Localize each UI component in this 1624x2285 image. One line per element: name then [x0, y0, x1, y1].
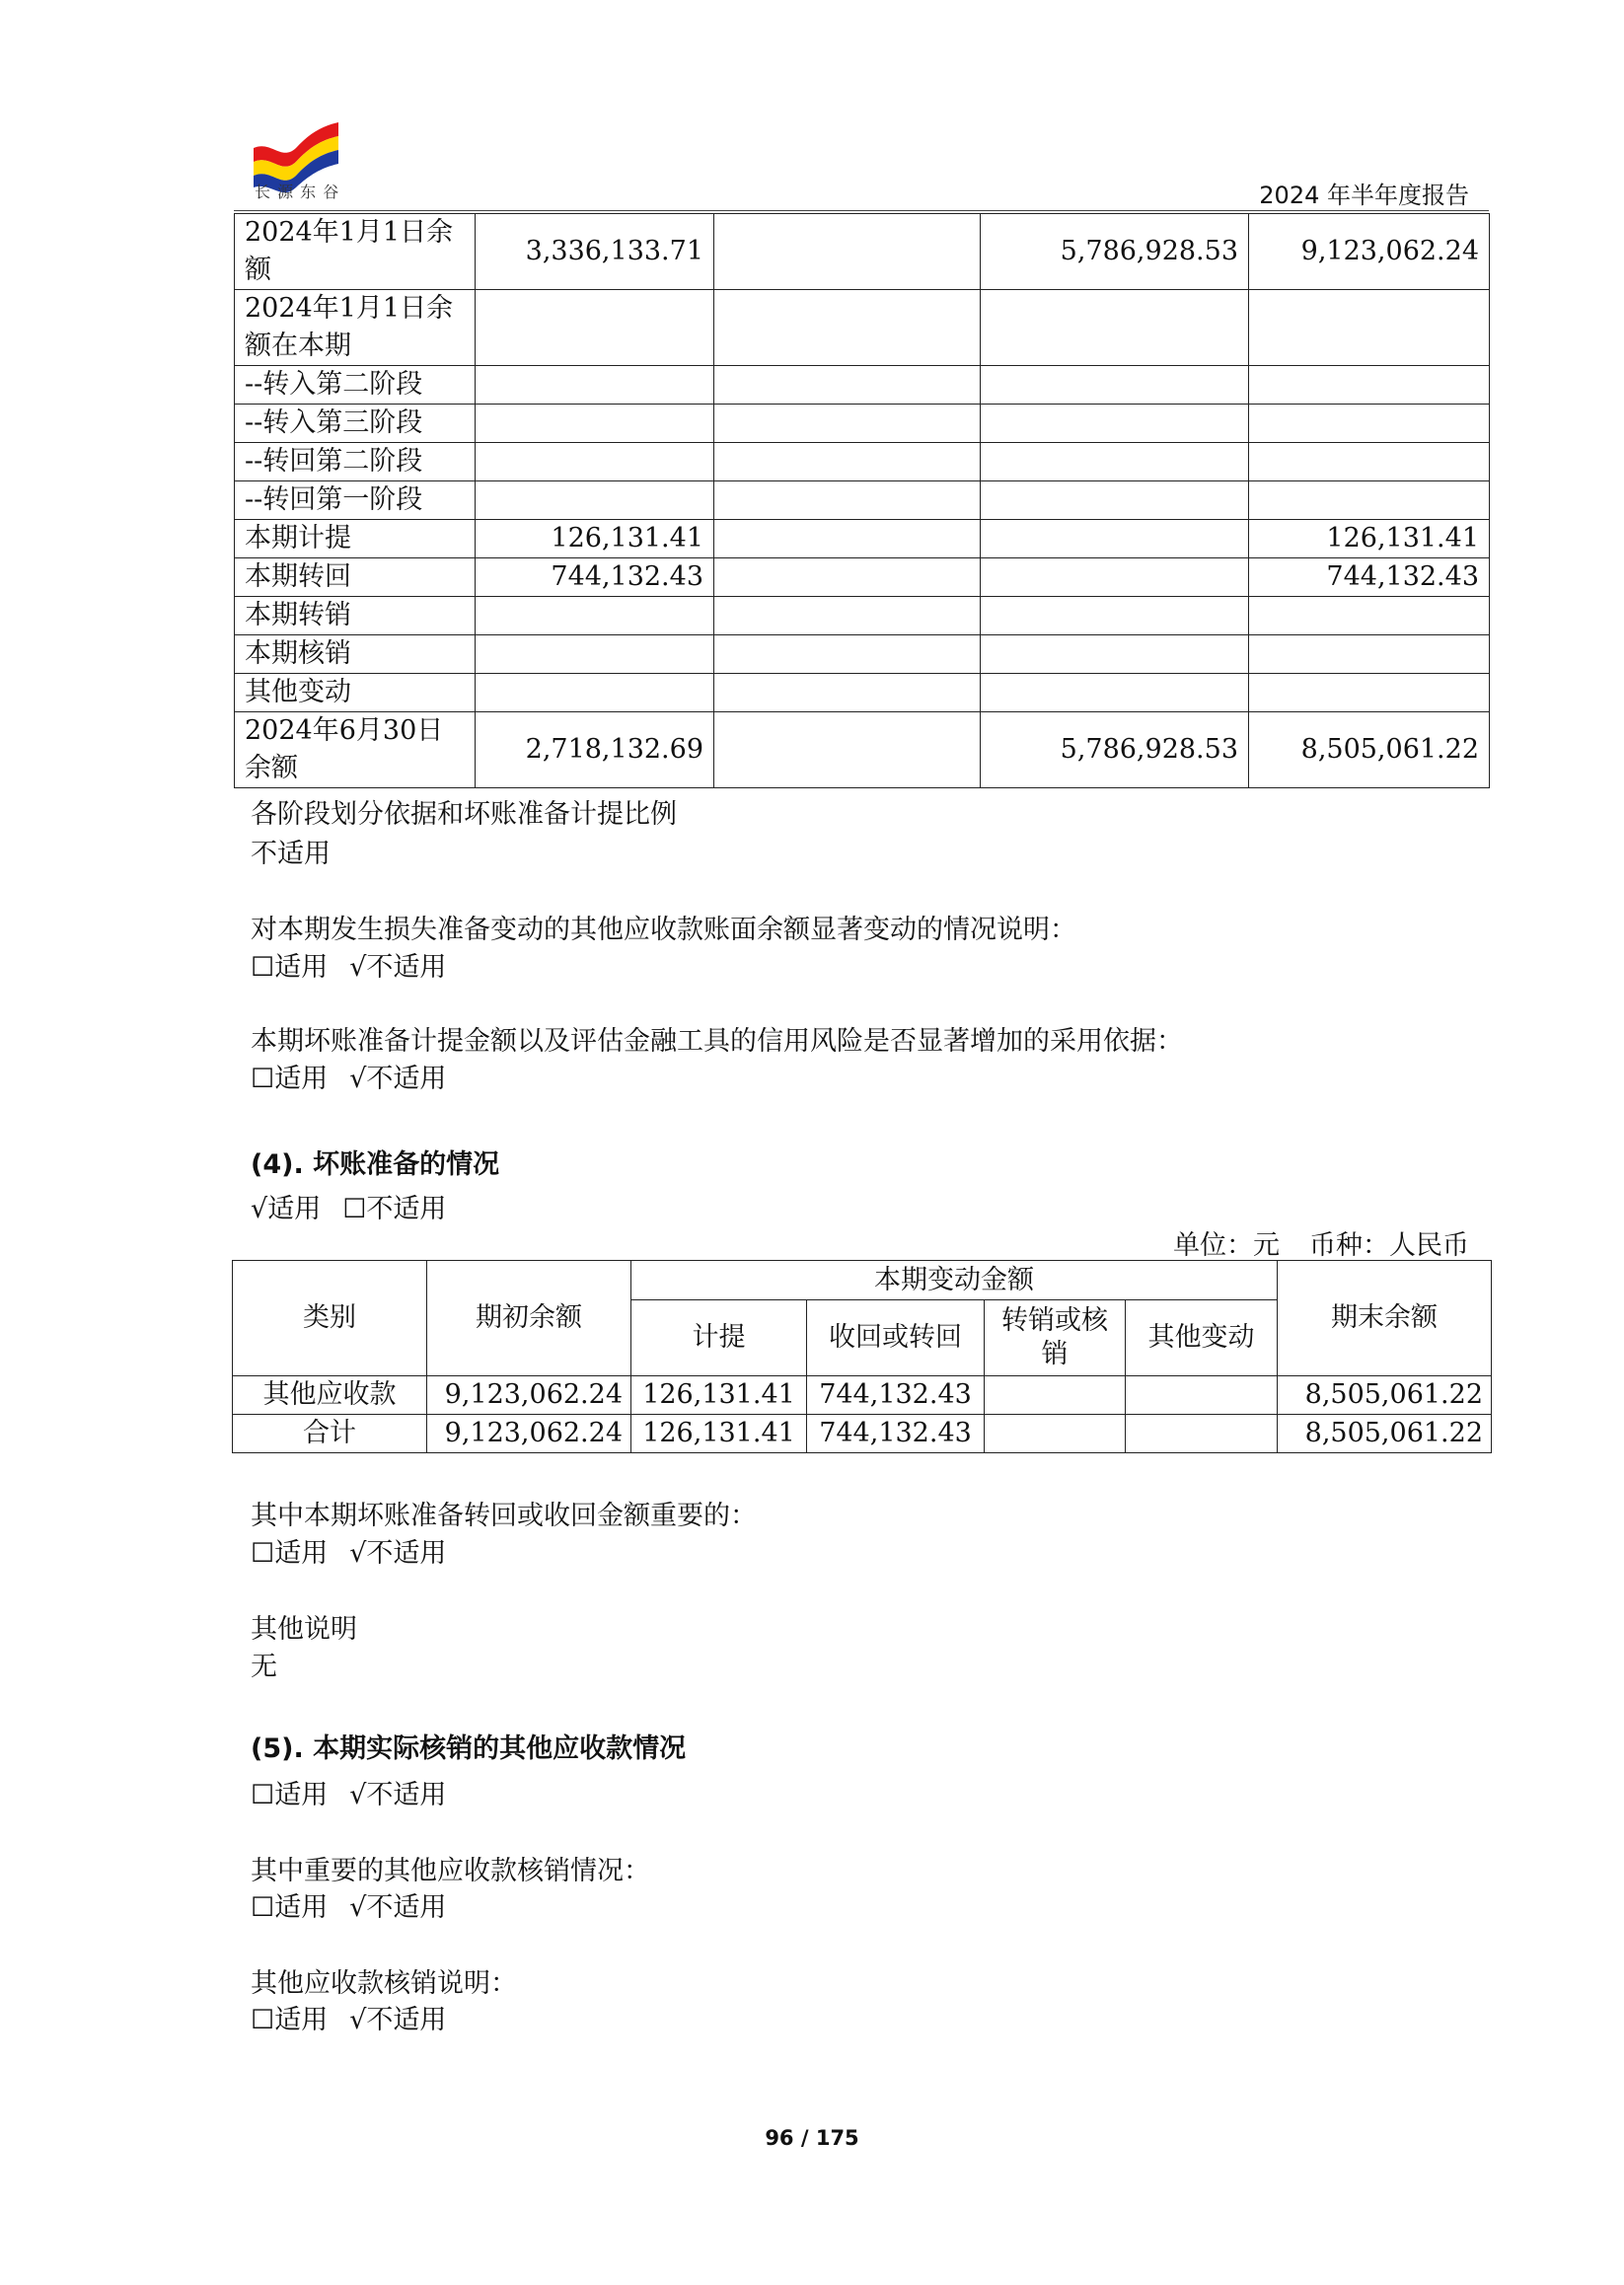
option-not-applicable-checked[interactable]: √不适用: [349, 1064, 447, 1094]
report-title: 2024 年半年度报告: [1259, 182, 1469, 209]
value-cell: [714, 214, 981, 290]
value-cell: [714, 366, 981, 405]
section4-options: [251, 1187, 446, 1225]
unit-currency-line: [1173, 1223, 1469, 1262]
table-row: [235, 366, 1490, 405]
value-cell: [476, 443, 714, 481]
header-provision: 计提: [631, 1300, 807, 1376]
value-cell: 8,505,061.22: [1278, 1415, 1492, 1453]
value-cell: [981, 366, 1249, 405]
value-cell: [476, 674, 714, 712]
table-row: [235, 558, 1490, 597]
value-cell: 8,505,061.22: [1278, 1376, 1492, 1415]
value-cell: [476, 366, 714, 405]
category-cell: 其他应收款: [233, 1376, 427, 1415]
header-other: 其他变动: [1126, 1300, 1278, 1376]
balance-change-question: 对本期发生损失准备变动的其他应收款账面余额显著变动的情况说明：: [251, 915, 1076, 945]
value-cell: [985, 1415, 1126, 1453]
row-label-cell: --转入第二阶段: [235, 366, 476, 405]
basis-question: 本期坏账准备计提金额以及评估金融工具的信用风险是否显著增加的采用依据：: [251, 1026, 1183, 1057]
table-row: [235, 290, 1490, 366]
important-recovery-options: [251, 1531, 446, 1570]
row-label-cell: --转回第二阶段: [235, 443, 476, 481]
value-cell: 9,123,062.24: [427, 1376, 631, 1415]
section5-title: (5). 本期实际核销的其他应收款情况: [251, 1733, 687, 1764]
value-cell: [981, 635, 1249, 674]
option-not-applicable-checked[interactable]: √不适用: [349, 1892, 447, 1923]
value-cell: 8,505,061.22: [1249, 712, 1490, 788]
stage-basis-value: 不适用: [251, 839, 331, 869]
value-cell: [981, 405, 1249, 443]
bad-debt-table: [232, 1260, 1492, 1453]
header-opening: 期初余额: [427, 1261, 631, 1376]
row-label-cell: 2024年6月30日余额: [235, 712, 476, 788]
value-cell: 9,123,062.24: [427, 1415, 631, 1453]
value-cell: 744,132.43: [807, 1415, 985, 1453]
table-row: [233, 1376, 1492, 1415]
value-cell: [476, 405, 714, 443]
stage-basis-label: 各阶段划分依据和坏账准备计提比例: [251, 799, 677, 830]
header-change-group: 本期变动金额: [631, 1261, 1278, 1300]
value-cell: [714, 481, 981, 520]
row-label-cell: 本期计提: [235, 520, 476, 558]
value-cell: [714, 558, 981, 597]
option-applicable-unchecked[interactable]: ☐适用: [251, 1892, 329, 1923]
value-cell: [1249, 674, 1490, 712]
important-writeoff-options: [251, 1885, 446, 1924]
option-applicable-checked[interactable]: √适用: [251, 1194, 322, 1224]
section5-options: [251, 1773, 446, 1811]
writeoff-note-question: 其他应收款核销说明：: [251, 1968, 517, 1999]
value-cell: [1249, 597, 1490, 635]
value-cell: [981, 443, 1249, 481]
value-cell: [476, 481, 714, 520]
table-row: [235, 214, 1490, 290]
value-cell: [981, 520, 1249, 558]
value-cell: [476, 290, 714, 366]
row-label-cell: --转入第三阶段: [235, 405, 476, 443]
row-label-cell: 2024年1月1日余额在本期: [235, 290, 476, 366]
value-cell: 744,132.43: [807, 1376, 985, 1415]
row-label-cell: --转回第一阶段: [235, 481, 476, 520]
value-cell: [714, 405, 981, 443]
value-cell: [714, 520, 981, 558]
table-row: [233, 1415, 1492, 1453]
value-cell: 744,132.43: [476, 558, 714, 597]
value-cell: [1126, 1415, 1278, 1453]
value-cell: 126,131.41: [1249, 520, 1490, 558]
header-writeoff: 转销或核销: [985, 1300, 1126, 1376]
value-cell: [981, 558, 1249, 597]
value-cell: [714, 443, 981, 481]
option-not-applicable-checked[interactable]: √不适用: [349, 1538, 447, 1569]
table-row: [235, 674, 1490, 712]
loss-allowance-table: [234, 213, 1490, 788]
value-cell: [1249, 443, 1490, 481]
value-cell: [714, 674, 981, 712]
option-not-applicable-checked[interactable]: √不适用: [349, 1780, 447, 1810]
option-applicable-unchecked[interactable]: ☐适用: [251, 1780, 329, 1810]
value-cell: [714, 635, 981, 674]
value-cell: 126,131.41: [631, 1376, 807, 1415]
value-cell: 2,718,132.69: [476, 712, 714, 788]
option-not-applicable-checked[interactable]: √不适用: [349, 2005, 447, 2035]
table-row: [235, 405, 1490, 443]
value-cell: 126,131.41: [476, 520, 714, 558]
header-divider: [234, 210, 1489, 211]
value-cell: 744,132.43: [1249, 558, 1490, 597]
option-not-applicable-checked[interactable]: √不适用: [349, 952, 447, 983]
option-not-applicable-unchecked[interactable]: ☐不适用: [342, 1194, 447, 1224]
value-cell: [1249, 405, 1490, 443]
value-cell: 5,786,928.53: [981, 712, 1249, 788]
table-row: [235, 520, 1490, 558]
balance-change-options: [251, 945, 446, 984]
row-label-cell: 2024年1月1日余额: [235, 214, 476, 290]
currency-label: 币种：人民币: [1309, 1230, 1469, 1261]
value-cell: [1249, 481, 1490, 520]
basis-options: [251, 1057, 446, 1095]
value-cell: [981, 481, 1249, 520]
table-row: [235, 712, 1490, 788]
value-cell: [1249, 366, 1490, 405]
important-recovery-question: 其中本期坏账准备转回或收回金额重要的：: [251, 1501, 757, 1531]
section4-title: (4). 坏账准备的情况: [251, 1149, 500, 1180]
value-cell: 126,131.41: [631, 1415, 807, 1453]
value-cell: [981, 674, 1249, 712]
value-cell: [1249, 290, 1490, 366]
important-writeoff-question: 其中重要的其他应收款核销情况：: [251, 1856, 650, 1886]
value-cell: [714, 712, 981, 788]
row-label-cell: 本期转销: [235, 597, 476, 635]
value-cell: [476, 597, 714, 635]
row-label-cell: 其他变动: [235, 674, 476, 712]
header-recovery: 收回或转回: [807, 1300, 985, 1376]
value-cell: 5,786,928.53: [981, 214, 1249, 290]
table-row: [235, 597, 1490, 635]
writeoff-note-options: [251, 1998, 446, 2036]
value-cell: [714, 290, 981, 366]
value-cell: [714, 597, 981, 635]
page-number: 96 / 175: [765, 2126, 859, 2150]
category-cell: 合计: [233, 1415, 427, 1453]
option-applicable-unchecked[interactable]: ☐适用: [251, 1064, 329, 1094]
value-cell: [981, 597, 1249, 635]
table-row: [235, 635, 1490, 674]
value-cell: [476, 635, 714, 674]
header-closing: 期末余额: [1278, 1261, 1492, 1376]
unit-label: 单位：元: [1173, 1230, 1280, 1261]
other-notes-label: 其他说明: [251, 1614, 357, 1645]
value-cell: [985, 1376, 1126, 1415]
value-cell: [1126, 1376, 1278, 1415]
table-row: [235, 443, 1490, 481]
other-notes-value: 无: [251, 1652, 277, 1682]
row-label-cell: 本期转回: [235, 558, 476, 597]
value-cell: [981, 290, 1249, 366]
row-label-cell: 本期核销: [235, 635, 476, 674]
value-cell: [1249, 635, 1490, 674]
value-cell: 9,123,062.24: [1249, 214, 1490, 290]
table-row: [235, 481, 1490, 520]
logo-text: 长 源 东 谷: [255, 183, 340, 201]
value-cell: 3,336,133.71: [476, 214, 714, 290]
option-applicable-unchecked[interactable]: ☐适用: [251, 952, 329, 983]
option-applicable-unchecked[interactable]: ☐适用: [251, 1538, 329, 1569]
option-applicable-unchecked[interactable]: ☐适用: [251, 2005, 329, 2035]
header-category: 类别: [233, 1261, 427, 1376]
